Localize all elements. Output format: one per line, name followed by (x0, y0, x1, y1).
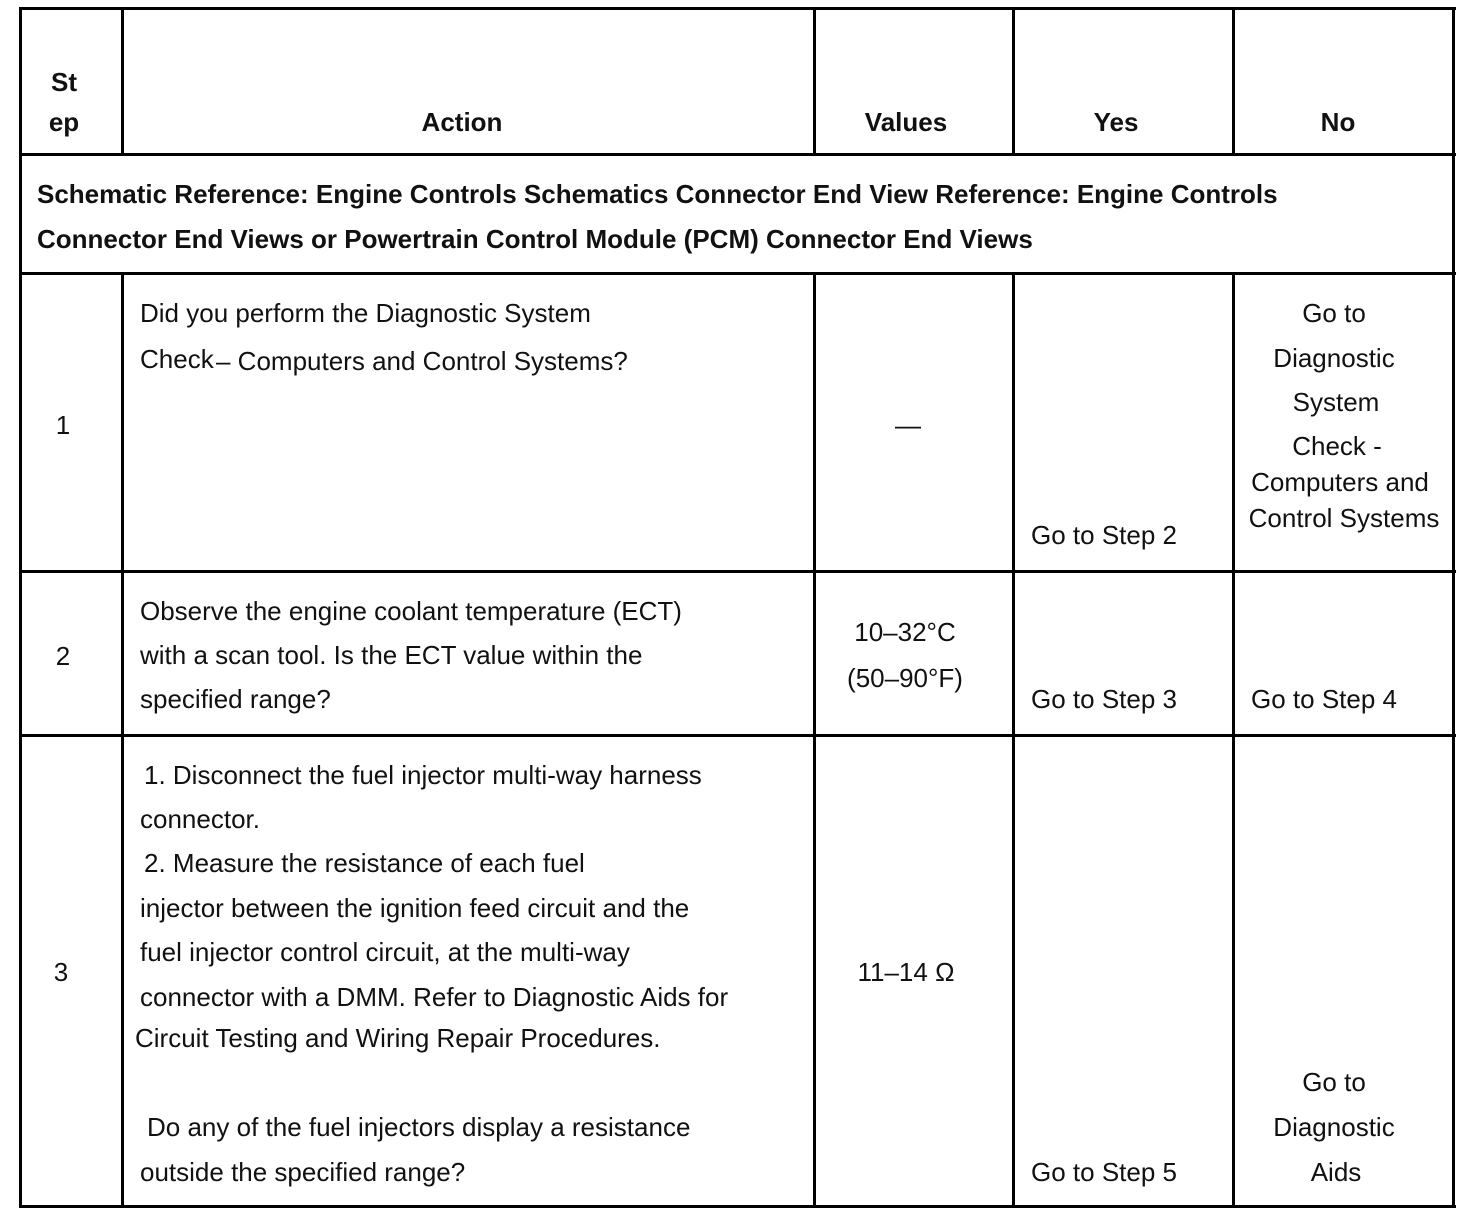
rule-header-bottom (19, 153, 1456, 156)
action-text: injector between the ignition feed circuit and the (140, 893, 690, 923)
header-step-line1: St (51, 67, 77, 97)
no-link[interactable]: Go to (1302, 298, 1366, 328)
no-link[interactable]: Check - (1292, 431, 1382, 461)
action-text: outside the specified range? (140, 1157, 466, 1187)
rule-col-action (813, 7, 816, 156)
no-link[interactable]: Go to Step 4 (1251, 684, 1397, 714)
rule-left (19, 7, 22, 1208)
action-text: Check (140, 344, 214, 374)
step-number: 1 (55, 410, 71, 440)
step-number: 3 (53, 957, 69, 987)
rule-col-values (1012, 7, 1015, 156)
value-text: 10–32°C (854, 617, 956, 647)
step-number: 2 (55, 641, 71, 671)
rule-col-yes (1232, 7, 1235, 156)
no-link[interactable]: Control Systems (1248, 503, 1440, 533)
header-values: Values (864, 107, 948, 137)
value-text: — (895, 410, 921, 440)
rule-col-step-body (121, 272, 124, 1208)
action-text: Observe the engine coolant temperature (ECT) (140, 596, 682, 626)
action-text: Circuit Testing and Wiring Repair Procedures. (135, 1023, 661, 1053)
rule-bottom (19, 1205, 1456, 1208)
header-yes: Yes (1093, 107, 1139, 137)
action-text: with a scan tool. Is the ECT value within the (140, 640, 643, 670)
rule-top (19, 7, 1456, 10)
yes-link[interactable]: Go to Step 3 (1031, 684, 1177, 714)
rule-right (1452, 7, 1455, 1208)
schematic-line-1: Schematic Reference: Engine Controls Schematics Connector End View Reference: Engine Controls (37, 179, 1278, 209)
no-link[interactable]: System (1292, 387, 1380, 417)
value-text: (50–90°F) (847, 663, 963, 693)
rule-row1-bottom (19, 570, 1456, 573)
action-text: 2. Measure the resistance of each fuel (144, 848, 585, 878)
header-step-line2: ep (48, 107, 80, 137)
action-text: Do any of the fuel injectors display a resistance (147, 1112, 691, 1142)
no-link[interactable]: Aids (1310, 1157, 1362, 1187)
header-no: No (1320, 107, 1356, 137)
schematic-line-2: Connector End Views or Powertrain Control Module (PCM) Connector End Views (37, 224, 1033, 254)
rule-col-action-body (813, 272, 816, 1208)
rule-row2-bottom (19, 734, 1456, 737)
action-text: connector with a DMM. Refer to Diagnostic Aids for (140, 982, 729, 1012)
action-text: fuel injector control circuit, at the multi-way (140, 937, 630, 967)
action-text: Did you perform the Diagnostic System (140, 298, 591, 328)
yes-link[interactable]: Go to Step 5 (1031, 1157, 1177, 1187)
value-text: 11–14 Ω (857, 957, 955, 987)
action-text: connector. (140, 804, 260, 834)
rule-col-step (121, 7, 124, 156)
no-link[interactable]: Diagnostic (1273, 1112, 1395, 1142)
action-text: specified range? (140, 684, 331, 714)
rule-col-yes-body (1232, 272, 1235, 1208)
no-link[interactable]: Go to (1302, 1067, 1366, 1097)
action-text: – Computers and Control Systems? (216, 346, 628, 376)
rule-col-values-body (1012, 272, 1015, 1208)
rule-schematic-bottom (19, 272, 1456, 275)
no-link[interactable]: Computers and (1251, 467, 1429, 497)
yes-link[interactable]: Go to Step 2 (1031, 520, 1177, 550)
no-link[interactable]: Diagnostic (1273, 343, 1395, 373)
action-text: 1. Disconnect the fuel injector multi-way harness (144, 760, 702, 790)
header-action: Action (421, 107, 503, 137)
